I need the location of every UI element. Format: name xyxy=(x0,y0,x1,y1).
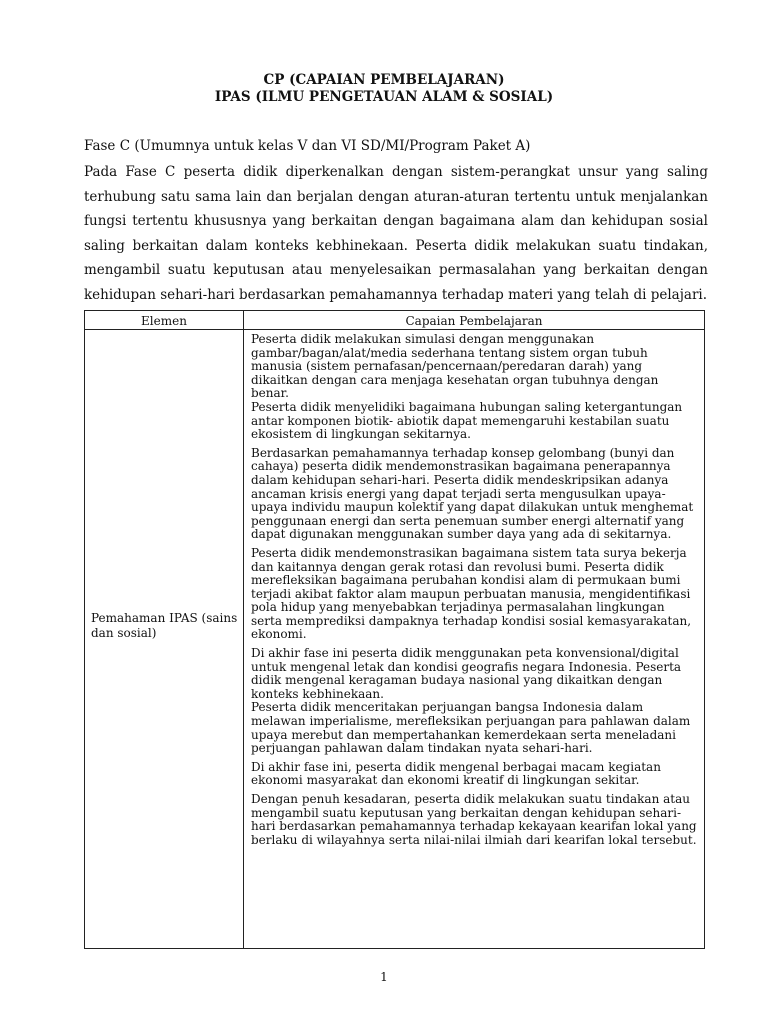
capaian-paragraph: Peserta didik mendemonstrasikan bagaimana sistem tata surya bekerja dan kaitannya dengan gerak rotasi dan revolusi bumi. Peserta didik merefleksikan bagaimana perubahan kondisi alam di permukaan bumi terjadi akibat faktor alam maupun perbuatan manusia, mengidentifikasi pola hidup yang menyebabkan terjadinya permasalahan lingkungan serta memprediksi dampaknya terhadap kondisi sosial kemasyarakatan, ekonomi. xyxy=(251,545,692,642)
capaian-paragraph: Berdasarkan pemahamannya terhadap konsep gelombang (bunyi dan cahaya) peserta didik mendemonstrasikan bagaimana penerapannya dalam kehidupan sehari-hari. Peserta didik mendeskripsikan adanya ancaman krisis energi yang dapat terjadi serta mengusulkan upaya-upaya individu maupun kolektif yang dapat dilakukan untuk menghemat penggunaan energi dan serta penemuan sumber energi alternatif yang dapat digunakan menggunakan sumber daya yang ada di sekitarnya. xyxy=(251,445,694,542)
fase-heading: Fase C (Umumnya untuk kelas V dan VI SD/MI/Program Paket A) xyxy=(84,138,531,154)
elemen-cell: Pemahaman IPAS (sains dan sosial) xyxy=(91,611,238,640)
capaian-text: Peserta didik melakukan simulasi dengan menggunakan gambar/bagan/alat/media sederhana tentang sistem organ tubuh manusia (sistem pernafasan/pencernaan/peredaran darah) yang dikaitkan dengan cara menjaga kesehatan organ tubuhnya dengan benar. xyxy=(251,332,659,401)
capaian-text: Di akhir fase ini peserta didik menggunakan peta konvensional/digital untuk mengenal letak dan kondisi geografis negara Indonesia. Peserta didik mengenal keragaman budaya nasional yang dikaitkan dengan konteks kebhinekaan. xyxy=(251,646,682,701)
intro-paragraph: Pada Fase C peserta didik diperkenalkan dengan sistem-perangkat unsur yang saling terhubung satu sama lain dan berjalan dengan aturan-aturan tertentu untuk menjalankan fungsi tertentu khususnya yang berkaitan dengan bagaimana alam dan kehidupan sosial saling berkaitan dalam konteks kebhinekaan. Peserta didik melakukan suatu tindakan, mengambil suatu keputusan atau menyelesaikan permasalahan yang berkaitan dengan kehidupan sehari-hari berdasarkan pemahamannya terhadap materi yang telah di pelajari. xyxy=(84,164,708,303)
header-divider xyxy=(85,329,704,330)
capaian-cell xyxy=(251,333,699,852)
document-subtitle: IPAS (ILMU PENGETAUAN ALAM & SOSIAL) xyxy=(214,89,554,105)
capaian-table xyxy=(84,310,705,949)
capaian-paragraph: Dengan penuh kesadaran, peserta didik melakukan suatu tindakan atau mengambil suatu keputusan yang berkaitan dengan kehidupan sehari-hari berdasarkan pemahamannya terhadap kekayaan kearifan lokal yang berlaku di wilayahnya serta nilai-nilai ilmiah dari kearifan lokal tersebut. xyxy=(251,792,697,847)
column-header-elemen: Elemen xyxy=(141,314,187,328)
capaian-paragraph: Di akhir fase ini, peserta didik mengenal berbagai macam kegiatan ekonomi masyarakat dan ekonomi kreatif di lingkungan sekitar. xyxy=(251,759,661,788)
document-title: CP (CAPAIAN PEMBELAJARAN) xyxy=(263,72,505,88)
page-number: 1 xyxy=(380,970,388,984)
capaian-paragraph xyxy=(251,333,699,442)
capaian-paragraph xyxy=(251,647,699,756)
capaian-text: Peserta didik menceritakan perjuangan bangsa Indonesia dalam melawan imperialisme, merefleksikan perjuangan para pahlawan dalam upaya merebut dan mempertahankan kemerdekaan serta meneladani perjuangan pahlawan dalam tindakan nyata sehari-hari. xyxy=(251,700,691,756)
capaian-text: Peserta didik menyelidiki bagaimana hubungan saling ketergantungan antar komponen biotik- abiotik dapat memengaruhi kestabilan suatu ekosistem di lingkungan sekitarnya. xyxy=(251,399,683,442)
column-header-capaian: Capaian Pembelajaran xyxy=(405,314,543,328)
column-divider xyxy=(243,311,244,948)
